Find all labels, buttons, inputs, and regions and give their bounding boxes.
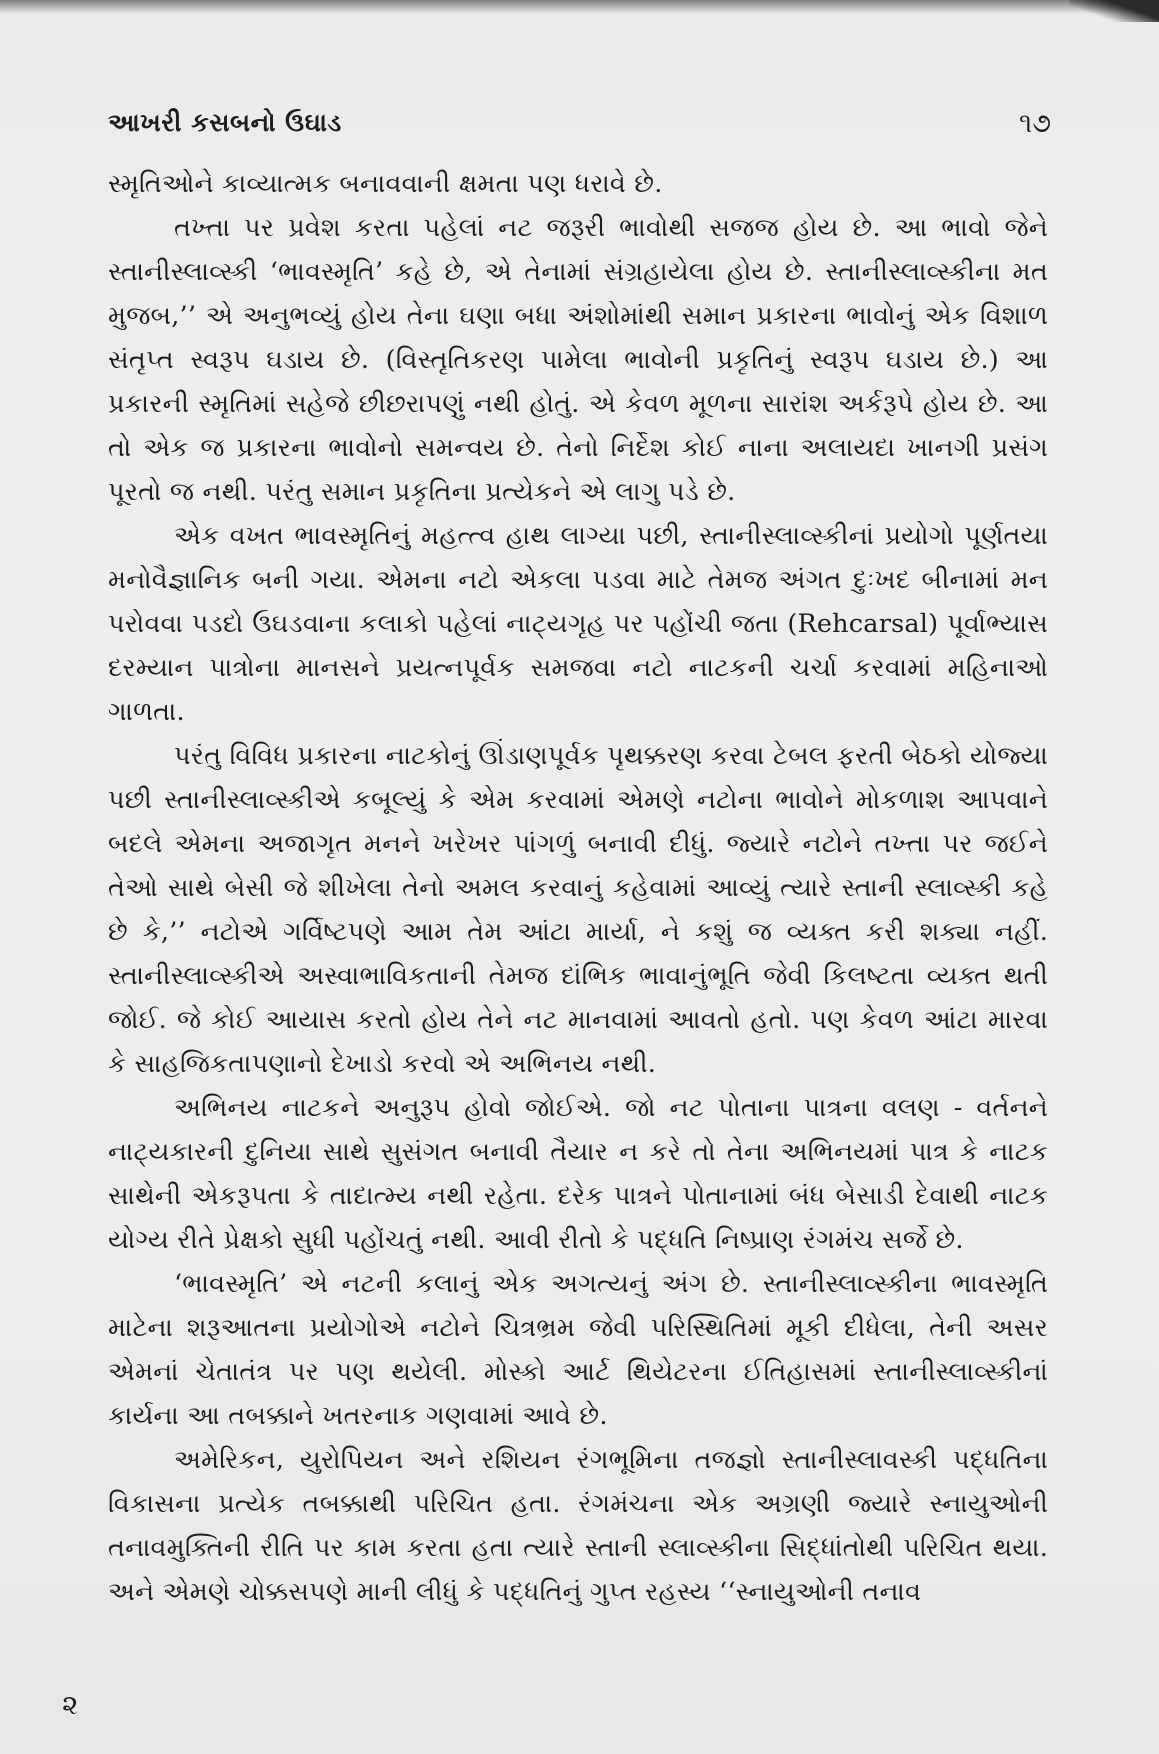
paragraph: અભિનય નાટકને અનુરૂપ હોવો જોઈએ. જો નટ પોતાના પાત્રના વલણ - વર્તનને નાટ્યકારની દુનિયા સાથે સુસંગત બનાવી તૈયાર ન કરે તો તેના અભિનયમાં પાત્ર કે નાટક સાથેની એકરૂપતા કે તાદાત્મ્ય નથી રહેતા. દરેક પાત્રને પોતાનામાં બંધ બેસાડી દેવાથી નાટક યોગ્ય રીતે પ્રેક્ષકો સુધી પહોંચતું નથી. આવી રીતો કે પદ્ધતિ નિષ્પ્રાણ રંગમંચ સર્જે છે.: [108, 1093, 1048, 1255]
running-title: આખરી કસબનો ઉઘાડ: [108, 108, 342, 137]
body-text: [108, 162, 1048, 1614]
paragraph: એક વખત ભાવસ્મૃતિનું મહત્ત્વ હાથ લાગ્યા પછી, સ્તાનીસ્લાવ્સ્કીનાં પ્રયોગો પૂર્ણતયા મનોવૈજ્ઞાનિક બની ગયા. એમના નટો એકલા પડવા માટે તેમજ અંગત દુઃખદ બીનામાં મન પરોવવા પડદો ઉઘડવાના કલાકો પહેલાં નાટ્યગૃહ પર પહોંચી જતા (Rehcarsal) પૂર્વાભ્યાસ દરમ્યાન પાત્રોના માનસને પ્રયત્નપૂર્વક સમજવા નટો નાટકની ચર્ચા કરવામાં મહિનાઓ ગાળતા.: [108, 521, 1048, 727]
paragraph: ‘ભાવસ્મૃતિ’ એ નટની કલાનું એક અગત્યનું અંગ છે. સ્તાનીસ્લાવ્સ્કીના ભાવસ્મૃતિ માટેના શરૂઆતના પ્રયોગોએ નટોને ચિત્રભ્રમ જેવી પરિસ્થિતિમાં મૂકી દીધેલા, તેની અસર એમનાં ચેતાતંત્ર પર પણ થયેલી. મોસ્કો આર્ટ થિયેટરના ઈતિહાસમાં સ્તાનીસ્લાવ્સ્કીનાં કાર્યના આ તબક્કાને ખતરનાક ગણવામાં આવે છે.: [108, 1269, 1048, 1431]
page-header: [108, 108, 1051, 148]
page-top-shadow: [0, 0, 1159, 14]
page-number: ૧૭: [1019, 108, 1051, 139]
paragraph: તખ્તા પર પ્રવેશ કરતા પહેલાં નટ જરૂરી ભાવોથી સજજ હોય છે. આ ભાવો જેને સ્તાનીસ્લાવ્સ્કી ‘ભાવસ્મૃતિ’ કહે છે, એ તેનામાં સંગ્રહાયેલા હોય છે. સ્તાનીસ્લાવ્સ્કીના મત મુજબ,’’ એ અનુભવ્યું હોય તેના ઘણા બધા અંશોમાંથી સમાન પ્રકારના ભાવોનું એક વિશાળ સંતૃપ્ત સ્વરૂપ ઘડાય છે. (વિસ્તૃતિકરણ પામેલા ભાવોની પ્રકૃતિનું સ્વરૂપ ઘડાય છે.) આ પ્રકારની સ્મૃતિમાં સહેજે છીછરાપણું નથી હોતું. એ કેવળ મૂળના સારાંશ અર્કરૂપે હોય છે. આ તો એક જ પ્રકારના ભાવોનો સમન્વય છે. તેનો નિર્દેશ કોઈ નાના અલાયદા ખાનગી પ્રસંગ પૂરતો જ નથી. પરંતુ સમાન પ્રકૃતિના પ્રત્યેકને એ લાગુ પડે છે.: [108, 213, 1048, 507]
folio-number: ૨: [62, 1688, 79, 1721]
paragraph-continuation: સ્મૃતિઓને કાવ્યાત્મક બનાવવાની ક્ષમતા પણ ધરાવે છે.: [108, 169, 663, 199]
page-corner-tear: [1069, 0, 1159, 22]
paragraph: અમેરિકન, યુરોપિયન અને રશિયન રંગભૂમિના તજજ્ઞો સ્તાનીસ્લાવસ્કી પદ્ધતિના વિકાસના પ્રત્યેક તબક્કાથી પરિચિત હતા. રંગમંચના એક અગ્રણી જ્યારે સ્નાયુઓની તનાવમુક્તિની રીતિ પર કામ કરતા હતા ત્યારે સ્તાની સ્લાવ્સ્કીના સિદ્ધાંતોથી પરિચિત થયા. અને એમણે ચોક્કસપણે માની લીધું કે પદ્ધતિનું ગુપ્ત રહસ્ય ‘‘સ્નાયુઓની તનાવ: [108, 1445, 1048, 1607]
paragraph: પરંતુ વિવિધ પ્રકારના નાટકોનું ઊંડાણપૂર્વક પૃથક્કરણ કરવા ટેબલ ફરતી બેઠકો યોજ્યા પછી સ્તાનીસ્લાવ્સ્કીએ કબૂલ્યું કે એમ કરવામાં એમણે નટોના ભાવોને મોકળાશ આપવાને બદલે એમના અજાગૃત મનને ખરેખર પાંગળું બનાવી દીધું. જ્યારે નટોને તખ્તા પર જઈને તેઓ સાથે બેસી જે શીખેલા તેનો અમલ કરવાનું કહેવામાં આવ્યું ત્યારે સ્તાની સ્લાવ્સ્કી કહે છે કે,’’ નટોએ ગર્વિષ્ટપણે આમ તેમ આંટા માર્યા, ને કશું જ વ્યક્ત કરી શક્યા નહીં. સ્તાનીસ્લાવ્સ્કીએ અસ્વાભાવિકતાની તેમજ દાંભિક ભાવાનુંભૂતિ જેવી કિલષ્ટતા વ્યક્ત થતી જોઈ. જે કોઈ આયાસ કરતો હોય તેને નટ માનવામાં આવતો હતો. પણ કેવળ આંટા મારવા કે સાહજિકતાપણાનો દેખાડો કરવો એ અભિનય નથી.: [108, 741, 1048, 1079]
